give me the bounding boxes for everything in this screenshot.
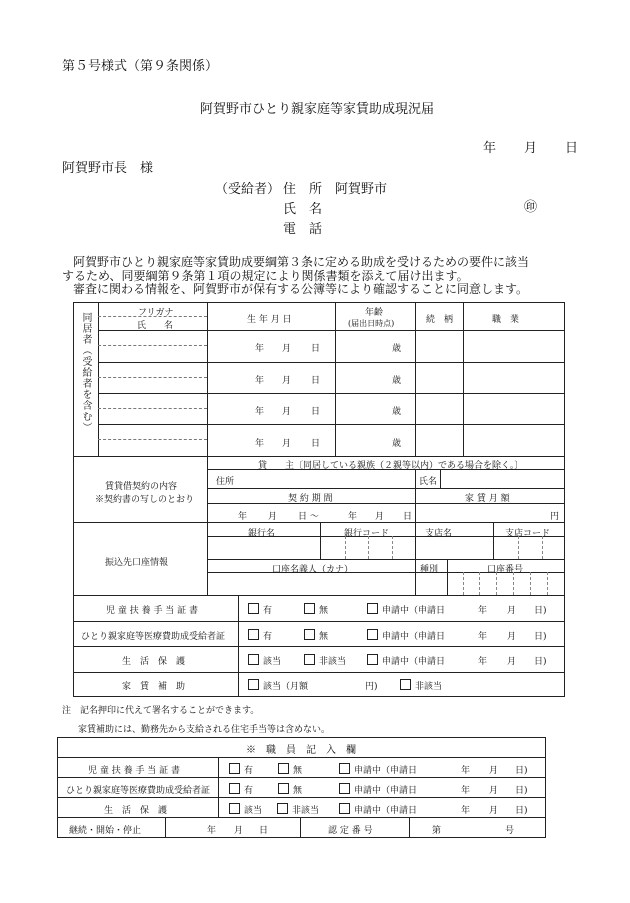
period-to-day: 日 [403,512,413,522]
landlord-header: 貸 主〔同居している親族（２親等以内）である場合を除く。〕 [258,461,524,471]
benefit2-opt2[interactable]: 無 [304,629,328,642]
staff-row3-opt1[interactable]: 該当 [229,803,262,816]
branch-name-header: 支店名 [425,529,453,539]
staff-row2-opt3[interactable]: 申請中（申請日 [339,783,417,796]
note-signature: 注 記名押印に代えて署名することができます。 [62,706,260,716]
row4-age-unit: 歳 [392,439,402,449]
staff-row3-year: 年 [461,806,471,816]
row2-month: 月 [282,376,292,386]
continue-label: 継続・開始・停止 [69,826,142,836]
staff-row1-month: 月 [489,766,499,776]
rent-label: 家 賃 月 額 [465,494,510,504]
benefit1-year: 年 [478,606,488,616]
bank-name-header: 銀行名 [248,529,276,539]
row3-year: 年 [255,407,265,417]
staff-row2-month: 月 [489,786,499,796]
staff-row2-year: 年 [461,786,471,796]
landlord-address-label: 住所 [216,477,235,487]
continue-year: 年 [207,826,217,836]
benefit3-day: 日) [534,657,547,667]
benefit2-year: 年 [478,632,488,642]
row4-month: 月 [282,439,292,449]
relation-header: 続 柄 [426,315,454,325]
staff-row3-opt2[interactable]: 非該当 [277,803,319,816]
staff-row3-day: 日) [515,806,528,816]
addressee: 阿賀野市長 様 [62,161,154,176]
landlord-name-label: 氏名 [419,477,438,487]
note-housing-allowance: 家賃補助には、勤務先から支給される住宅手当等は含めない。 [78,725,331,735]
benefit4-opt1-unit: 円) [365,682,378,692]
staff-row1-label: 児 童 扶 養 手 当 証 書 [88,766,181,776]
household-side-label: 同居者（受給者を含む） [80,312,91,433]
staff-row3-label: 生 活 保 護 [104,806,168,816]
benefit2-opt1[interactable]: 有 [248,629,272,642]
staff-row1-opt2[interactable]: 無 [278,763,302,776]
period-label: 契 約 期 間 [288,494,333,504]
account-number-header: 口座番号 [487,565,524,575]
benefit2-opt3[interactable]: 申請中（申請日 [367,629,445,642]
benefit1-opt3[interactable]: 申請中（申請日 [367,603,445,616]
continue-day: 日 [259,826,269,836]
staff-row3-opt3[interactable]: 申請中（申請日 [339,803,417,816]
staff-row2-opt2[interactable]: 無 [278,783,302,796]
row4-day: 日 [311,439,321,449]
row3-age-unit: 歳 [392,407,402,417]
row3-day: 日 [311,407,321,417]
birthdate-header: 生 年 月 日 [247,315,292,325]
staff-row2-day: 日) [515,786,528,796]
row2-age-unit: 歳 [392,376,402,386]
cert-prefix: 第 [432,826,442,836]
staff-section-title: ※ 職 員 記 入 欄 [246,745,356,756]
staff-row1-opt3[interactable]: 申請中（申請日 [339,763,417,776]
row3-month: 月 [282,407,292,417]
staff-row1-year: 年 [461,766,471,776]
staff-row2-opt1[interactable]: 有 [229,783,253,796]
benefit1-day: 日) [534,606,547,616]
benefit3-opt2[interactable]: 非該当 [304,654,346,667]
account-type-header: 種別 [420,565,439,575]
lease-label-line2: ※契約書の写しのとおり [95,495,195,505]
benefit3-label: 生 活 保 護 [122,657,186,667]
period-to-year: 年 [348,512,358,522]
branch-code-header: 支店コード [505,529,551,539]
furigana-header: フリガナ [138,308,174,318]
benefit2-day: 日) [534,632,547,642]
row2-year: 年 [255,376,265,386]
name-label: 氏 名 [283,202,323,217]
benefit3-month: 月 [507,657,517,667]
bank-code-header: 銀行コード [344,529,390,539]
body-text-line3: 審査に関わる情報を、阿賀野市が保有する公簿等により確認することに同意します。 [73,282,529,296]
form-title: 阿賀野市ひとり親家庭等家賃助成現況届 [200,102,435,117]
staff-row1-day: 日) [515,766,528,776]
age-header-line2: (届出日時点) [348,319,395,328]
address-value: 阿賀野市 [335,182,388,197]
period-from-year: 年 [238,512,248,522]
applicant-role-label: （受給者） [215,182,281,197]
age-header-line1: 年齢 [365,308,384,318]
benefit2-label: ひとり親家庭等医療費助成受給者証 [81,632,226,642]
benefit1-opt2[interactable]: 無 [304,603,328,616]
seal-mark: ㊞ [524,200,538,215]
lease-label-line1: 賃貸借契約の内容 [105,482,178,492]
bank-section-label: 振込先口座情報 [105,558,169,568]
address-label: 住 所 [283,182,323,197]
row1-day: 日 [311,344,321,354]
row4-year: 年 [255,439,265,449]
row1-year: 年 [255,344,265,354]
period-from-day: 日 ～ [298,512,319,522]
benefit2-month: 月 [507,632,517,642]
occupation-header: 職 業 [492,315,520,325]
date-day-label: 日 [565,141,579,156]
staff-row3-month: 月 [489,806,499,816]
benefit4-opt1[interactable]: 該当（月額 [248,679,308,692]
benefit1-month: 月 [507,606,517,616]
account-holder-header: 口座名義人（カナ） [272,565,354,575]
cert-number-label: 認 定 番 号 [328,826,373,836]
row2-day: 日 [311,376,321,386]
benefit1-opt1[interactable]: 有 [248,603,272,616]
staff-row2-label: ひとり親家庭等医療費助成受給者証 [66,786,211,796]
benefit1-label: 児 童 扶 養 手 当 証 書 [106,606,199,616]
benefit4-opt2[interactable]: 非該当 [400,679,442,692]
staff-row1-opt1[interactable]: 有 [229,763,253,776]
period-from-month: 月 [268,512,278,522]
row1-age-unit: 歳 [392,344,402,354]
date-year-label: 年 [483,141,497,156]
cert-suffix: 号 [505,826,515,836]
benefit3-opt1[interactable]: 該当 [248,654,281,667]
body-text-line1: 阿賀野市ひとり親家庭等家賃助成要綱第３条に定める助成を受けるための要件に該当 [73,255,530,269]
continue-month: 月 [234,826,244,836]
body-text-line2: するため、同要綱第９条第１項の規定により関係書類を添えて届け出ます。 [62,269,469,283]
period-to-month: 月 [375,512,385,522]
row1-month: 月 [282,344,292,354]
benefit4-label: 家 賃 補 助 [122,682,186,692]
benefit3-opt3[interactable]: 申請中（申請日 [367,654,445,667]
benefit3-year: 年 [478,657,488,667]
form-number: 第５号様式（第９条関係） [62,59,219,74]
name-header: 氏 名 [137,321,174,331]
phone-label: 電 話 [283,222,323,237]
date-month-label: 月 [524,141,538,156]
rent-unit: 円 [550,512,560,522]
